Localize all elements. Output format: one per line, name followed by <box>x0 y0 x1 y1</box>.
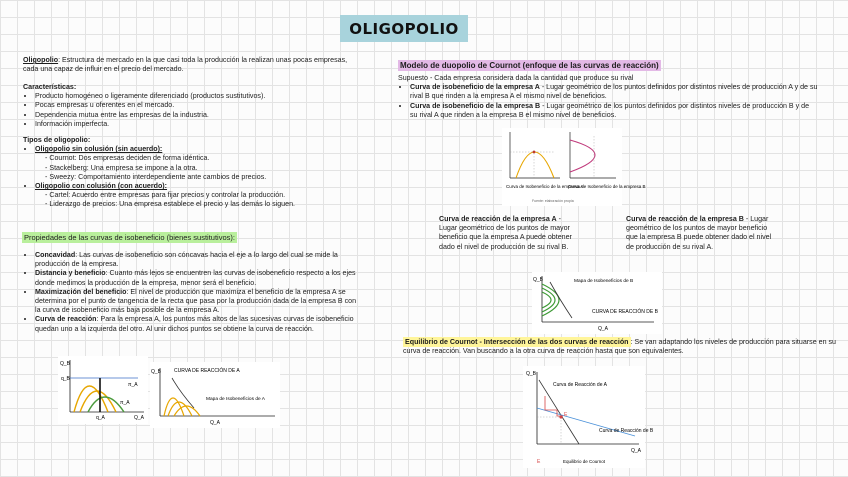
properties-title <box>22 233 237 243</box>
page-title: OLIGOPOLIO <box>340 15 468 42</box>
list-item <box>410 83 818 101</box>
isobenefit-map-label: Mapa de Isobeneficios de A <box>206 397 265 402</box>
list-item <box>35 288 361 316</box>
equilibrium-text: : Se van adaptando los niveles de producción para situarse en su curva de reacción. Van buscando a la otra curva de reacción hasta que son equivalentes. <box>403 338 836 356</box>
list-item <box>35 145 358 154</box>
con-colusion-label: Oligopolio con colusión (con acuerdo): <box>35 182 168 191</box>
list-item: • Producto homogéneo o ligeramente diferenciado (productos sustitutivos). <box>35 92 358 101</box>
prop-text: : Las curvas de isobeneficio son cóncavas hacia el eje a lo largo del cual se mide la producción de la empresa. <box>35 251 338 269</box>
cournot-equilibrium <box>403 338 843 356</box>
caption-a: Curva de Isobeneficio de la empresa A <box>506 184 584 189</box>
isobenefit-ab-figure <box>502 128 646 206</box>
types-list-2 <box>23 182 358 191</box>
equilibrium-term: Equilibrio de Cournot - Intersección de las dos curvas de reacción <box>405 338 629 346</box>
sin-item: - Cournot: Dos empresas deciden de forma idéntica. <box>45 154 210 163</box>
cournot-heading <box>398 55 661 73</box>
sin-colusion-label: Oligopolio sin colusión (sin acuerdo): <box>35 145 163 154</box>
figure-credit: Fuente: elaboración propia <box>532 199 574 203</box>
qa-level-label: q_A <box>96 415 105 421</box>
qa-axis-label: Q_A <box>598 326 609 332</box>
reaction-curve-label: CURVA DE REACCIÓN DE B <box>592 309 658 315</box>
list-item: • Información imperfecta. <box>35 120 358 129</box>
characteristics-list <box>23 92 358 129</box>
sin-item: - Stackelberg: Una empresa se impone a la otra. <box>45 163 198 172</box>
list-item <box>35 251 361 269</box>
list-item <box>35 182 358 191</box>
isobenefit-list <box>398 83 818 120</box>
list-item <box>35 315 361 333</box>
reaction-b-term: Curva de reacción de la empresa B <box>626 215 744 223</box>
item-text: - Lugar geométrico de los puntos definidos por distintos niveles de producción B y de su rival A que rinden a la empresa B el mismo nivel de beneficios. <box>410 101 810 119</box>
properties <box>23 251 361 334</box>
qb-axis-label: Q_B <box>151 369 162 375</box>
reaction-b-label: Curva de Reacción de B <box>599 428 654 434</box>
prop-term: Curva de reacción <box>35 315 97 324</box>
sin-item: - Sweezy: Comportamiento interdependiente ante cambios de precios. <box>45 172 267 181</box>
prop-text: : Cuanto más lejos se encuentren las curvas de isobeneficio respecto a los ejes donde medimos la producción de la empresa, menor será el beneficio. <box>35 269 356 287</box>
definition-text: : Estructura de mercado en la que casi toda la producción la realizan unas pocas empresas, cada una capaz de influir en el precio del mercado. <box>23 56 348 74</box>
prop-term: Distancia y beneficio <box>35 269 106 278</box>
equilibrium-point <box>559 415 562 418</box>
types-list <box>23 145 358 154</box>
isobenefit-tangency-figure <box>58 356 148 424</box>
list-item <box>410 102 818 120</box>
prop-text: : Para la empresa A, los puntos más altos de las sucesivas curvas de isobeneficio quedan uno a la izquierda del otro. Al unir dichos puntos se obtiene la curva de reacción. <box>35 315 354 333</box>
cournot-heading-text: Modelo de duopolio de Cournot (enfoque de las curvas de reacción) <box>400 61 659 70</box>
con-item: - Liderazgo de precios: Una empresa establece el precio y las demás lo siguen. <box>45 200 295 209</box>
qb-level-label: q_B <box>61 376 70 382</box>
con-item: - Cartel: Acuerdo entre empresas para fijar precios y controlar la producción. <box>45 191 286 200</box>
definition <box>23 56 358 74</box>
prop-text: : El nivel de producción que maximiza el beneficio de la empresa A se determina por el punto de tangencia de la recta que pasa por la producción dada de la empresa B con la curva de isobeneficio más baja posible de la empresa A. <box>35 287 357 315</box>
item-term: Curva de isobeneficio de la empresa A <box>410 83 540 92</box>
reaction-curve-b-figure <box>532 272 662 334</box>
pi-a-label: π_A <box>128 382 138 388</box>
isobenefit-map-label: Mapa de Isobeneficios de B <box>574 279 634 284</box>
pi-a2-label: π_A <box>120 400 130 406</box>
reaction-b-text: - Lugar geométrico de los puntos de mayor beneficio que la empresa B puede obtener dado el nivel de producción de su rival A. <box>626 215 772 251</box>
reaction-a-text: - Lugar geométrico de los puntos de mayor beneficio que la empresa A puede obtener dado el nivel de producción de su rival B. <box>439 215 572 251</box>
reaction-a-definition <box>439 215 581 252</box>
properties-list <box>23 251 361 334</box>
qa-axis-label: Q_A <box>210 420 221 426</box>
definition-term: Oligopolio <box>23 56 59 64</box>
max-point <box>533 151 536 154</box>
caption-b: Curva de Isobeneficio de la empresa B <box>568 184 646 189</box>
types-title: Tipos de oligopolio: <box>23 136 91 144</box>
characteristics-title: Características: <box>23 83 77 91</box>
legend-marker: E <box>537 459 541 465</box>
reaction-b-definition <box>626 215 776 252</box>
equilibrium-label: E <box>564 412 568 418</box>
item-term: Curva de isobeneficio de la empresa B <box>410 101 541 110</box>
cournot-equilibrium-figure <box>523 366 654 468</box>
reaction-curve-a-figure <box>150 362 280 428</box>
qb-axis-label: Q_B <box>60 361 71 367</box>
properties-title-text: Propiedades de las curvas de isobeneficio (bienes sustitutivos): <box>24 233 235 242</box>
types <box>23 136 358 210</box>
reaction-curve-label: CURVA DE REACCIÓN DE A <box>174 368 240 374</box>
characteristics <box>23 83 358 129</box>
qb-axis-label: Q_B <box>526 371 537 377</box>
prop-term: Maximización del beneficio <box>35 287 127 296</box>
list-item: • Dependencia mutua entre las empresas de la industria. <box>35 111 358 120</box>
qb-axis-label: Q_B <box>533 277 544 283</box>
figure-background <box>58 356 148 424</box>
list-item <box>35 269 361 287</box>
reaction-a-label: Curva de Reacción de A <box>553 382 607 388</box>
reaction-a-term: Curva de reacción de la empresa A <box>439 215 557 223</box>
qa-axis-label: Q_A <box>631 448 642 454</box>
supuesto: Supuesto - Cada empresa considera dada la cantidad que produce su rival <box>398 74 634 82</box>
list-item: • Pocas empresas u oferentes en el mercado. <box>35 101 358 110</box>
prop-term: Concavidad <box>35 251 76 259</box>
legend-label: Equilibrio de Cournot <box>563 459 606 464</box>
qa-axis-label: Q_A <box>134 415 145 421</box>
item-text: - Lugar geométrico de los puntos definidos por distintos niveles de producción A y de su rival B que rinden a la empresa A el mismo nivel de beneficios. <box>410 83 818 101</box>
cournot-intro <box>398 74 818 120</box>
